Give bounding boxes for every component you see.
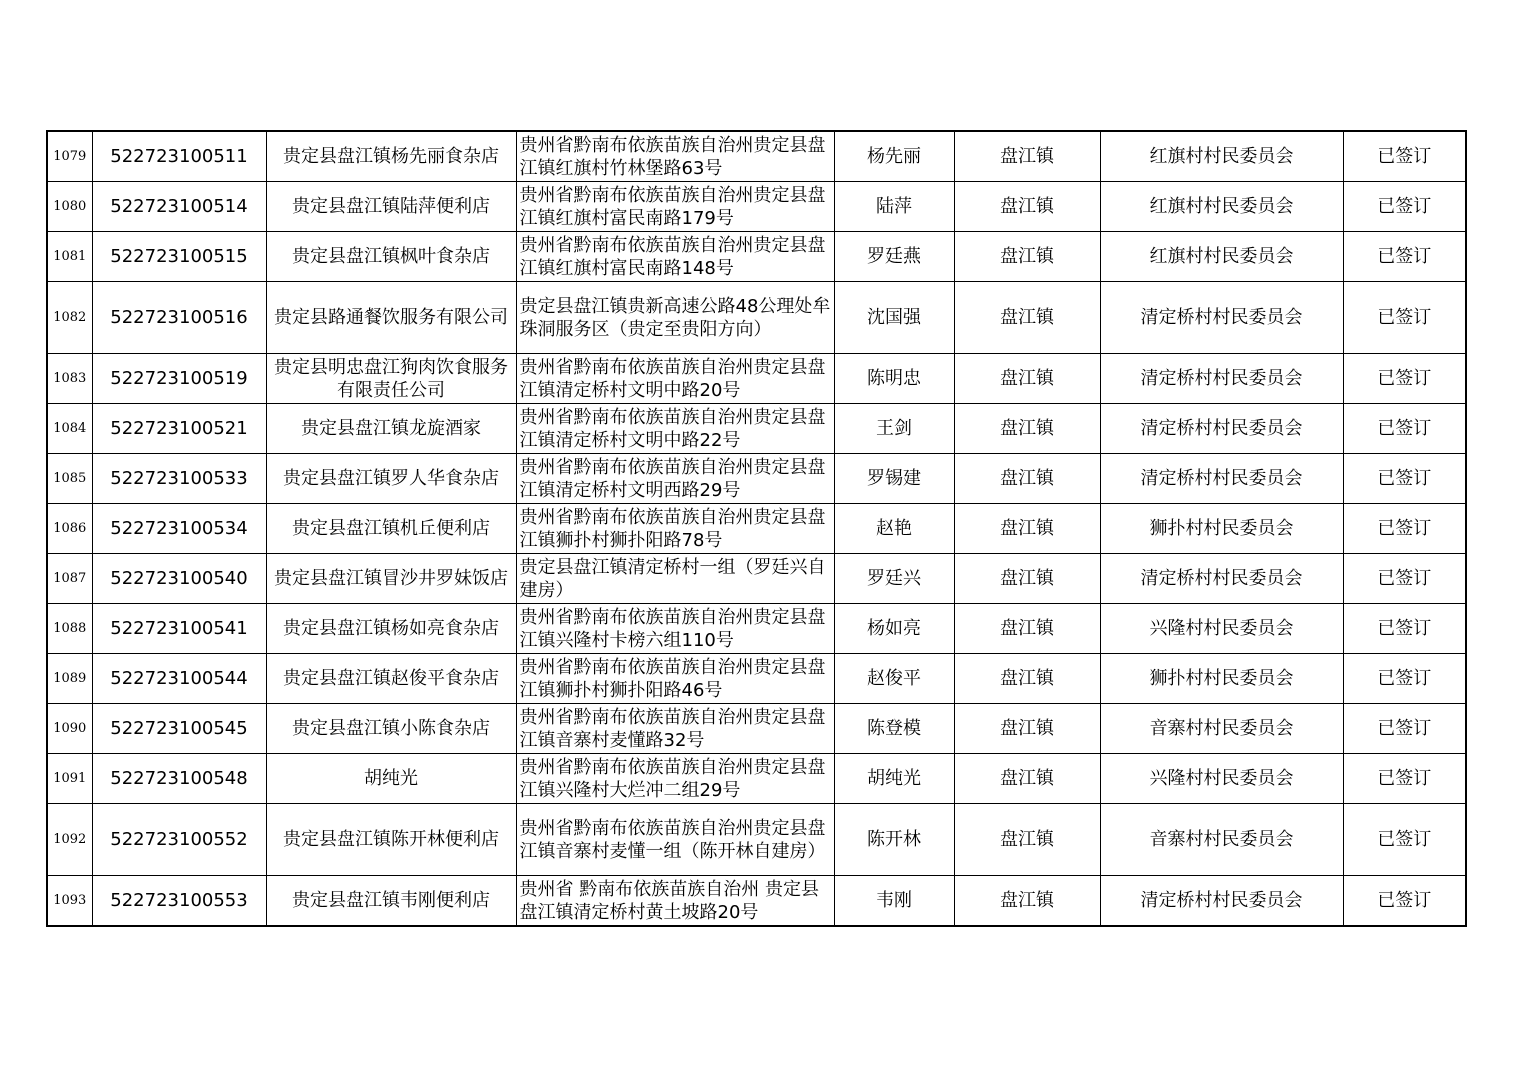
row-status: 已签订 bbox=[1343, 454, 1466, 504]
row-code: 522723100519 bbox=[92, 354, 266, 404]
row-committee: 音寨村村民委员会 bbox=[1100, 704, 1343, 754]
row-status: 已签订 bbox=[1343, 232, 1466, 282]
row-town: 盘江镇 bbox=[954, 704, 1100, 754]
row-status: 已签订 bbox=[1343, 876, 1466, 927]
row-address: 贵州省黔南布依族苗族自治州贵定县盘江镇兴隆村大烂冲二组29号 bbox=[516, 754, 834, 804]
row-address: 贵州省黔南布依族苗族自治州贵定县盘江镇音寨村麦懂路32号 bbox=[516, 704, 834, 754]
row-person: 陈明忠 bbox=[834, 354, 954, 404]
row-town: 盘江镇 bbox=[954, 182, 1100, 232]
row-index: 1089 bbox=[47, 654, 92, 704]
row-index: 1086 bbox=[47, 504, 92, 554]
row-person: 陈登模 bbox=[834, 704, 954, 754]
row-status: 已签订 bbox=[1343, 604, 1466, 654]
row-status: 已签订 bbox=[1343, 554, 1466, 604]
row-town: 盘江镇 bbox=[954, 804, 1100, 876]
row-name: 贵定县盘江镇赵俊平食杂店 bbox=[266, 654, 516, 704]
row-committee: 狮扑村村民委员会 bbox=[1100, 654, 1343, 704]
row-code: 522723100533 bbox=[92, 454, 266, 504]
row-committee: 清定桥村村民委员会 bbox=[1100, 282, 1343, 354]
row-person: 王剑 bbox=[834, 404, 954, 454]
row-status: 已签订 bbox=[1343, 504, 1466, 554]
row-status: 已签订 bbox=[1343, 282, 1466, 354]
row-code: 522723100540 bbox=[92, 554, 266, 604]
row-code: 522723100511 bbox=[92, 131, 266, 182]
row-code: 522723100516 bbox=[92, 282, 266, 354]
row-index: 1081 bbox=[47, 232, 92, 282]
row-town: 盘江镇 bbox=[954, 754, 1100, 804]
row-code: 522723100521 bbox=[92, 404, 266, 454]
row-name: 贵定县盘江镇罗人华食杂店 bbox=[266, 454, 516, 504]
row-town: 盘江镇 bbox=[954, 876, 1100, 927]
row-index: 1083 bbox=[47, 354, 92, 404]
row-index: 1085 bbox=[47, 454, 92, 504]
row-town: 盘江镇 bbox=[954, 454, 1100, 504]
row-status: 已签订 bbox=[1343, 404, 1466, 454]
row-name: 贵定县盘江镇冒沙井罗妹饭店 bbox=[266, 554, 516, 604]
table-row bbox=[47, 604, 1466, 654]
row-index: 1079 bbox=[47, 131, 92, 182]
row-address: 贵定县盘江镇清定桥村一组（罗廷兴自建房） bbox=[516, 554, 834, 604]
row-person: 罗廷兴 bbox=[834, 554, 954, 604]
row-code: 522723100544 bbox=[92, 654, 266, 704]
row-town: 盘江镇 bbox=[954, 282, 1100, 354]
row-address: 贵州省黔南布依族苗族自治州贵定县盘江镇清定桥村文明中路20号 bbox=[516, 354, 834, 404]
table-row bbox=[47, 654, 1466, 704]
row-name: 贵定县盘江镇陆萍便利店 bbox=[266, 182, 516, 232]
row-name: 贵定县盘江镇杨先丽食杂店 bbox=[266, 131, 516, 182]
row-name: 贵定县路通餐饮服务有限公司 bbox=[266, 282, 516, 354]
row-status: 已签订 bbox=[1343, 131, 1466, 182]
row-committee: 红旗村村民委员会 bbox=[1100, 182, 1343, 232]
row-committee: 红旗村村民委员会 bbox=[1100, 232, 1343, 282]
row-name: 胡纯光 bbox=[266, 754, 516, 804]
row-committee: 清定桥村村民委员会 bbox=[1100, 554, 1343, 604]
row-address: 贵定县盘江镇贵新高速公路48公理处牟珠洞服务区（贵定至贵阳方向） bbox=[516, 282, 834, 354]
row-code: 522723100553 bbox=[92, 876, 266, 927]
table-row bbox=[47, 504, 1466, 554]
table-row bbox=[47, 876, 1466, 927]
row-code: 522723100514 bbox=[92, 182, 266, 232]
row-index: 1080 bbox=[47, 182, 92, 232]
row-person: 赵俊平 bbox=[834, 654, 954, 704]
row-address: 贵州省黔南布依族苗族自治州贵定县盘江镇清定桥村文明中路22号 bbox=[516, 404, 834, 454]
row-person: 赵艳 bbox=[834, 504, 954, 554]
row-town: 盘江镇 bbox=[954, 554, 1100, 604]
table-row bbox=[47, 804, 1466, 876]
row-committee: 清定桥村村民委员会 bbox=[1100, 354, 1343, 404]
row-town: 盘江镇 bbox=[954, 404, 1100, 454]
row-index: 1091 bbox=[47, 754, 92, 804]
row-code: 522723100541 bbox=[92, 604, 266, 654]
row-index: 1093 bbox=[47, 876, 92, 927]
row-index: 1088 bbox=[47, 604, 92, 654]
row-address: 贵州省黔南布依族苗族自治州贵定县盘江镇音寨村麦懂一组（陈开林自建房） bbox=[516, 804, 834, 876]
row-name: 贵定县盘江镇机丘便利店 bbox=[266, 504, 516, 554]
row-person: 胡纯光 bbox=[834, 754, 954, 804]
row-name: 贵定县盘江镇陈开林便利店 bbox=[266, 804, 516, 876]
row-address: 贵州省黔南布依族苗族自治州贵定县盘江镇红旗村富民南路148号 bbox=[516, 232, 834, 282]
row-status: 已签订 bbox=[1343, 354, 1466, 404]
row-status: 已签订 bbox=[1343, 704, 1466, 754]
row-town: 盘江镇 bbox=[954, 654, 1100, 704]
row-committee: 清定桥村村民委员会 bbox=[1100, 876, 1343, 927]
row-committee: 兴隆村村民委员会 bbox=[1100, 754, 1343, 804]
table-row bbox=[47, 754, 1466, 804]
row-status: 已签订 bbox=[1343, 804, 1466, 876]
row-person: 陆萍 bbox=[834, 182, 954, 232]
table-row bbox=[47, 404, 1466, 454]
row-index: 1092 bbox=[47, 804, 92, 876]
row-address: 贵州省黔南布依族苗族自治州贵定县盘江镇红旗村富民南路179号 bbox=[516, 182, 834, 232]
table-row bbox=[47, 454, 1466, 504]
row-person: 韦刚 bbox=[834, 876, 954, 927]
row-index: 1084 bbox=[47, 404, 92, 454]
row-address: 贵州省 黔南布依族苗族自治州 贵定县盘江镇清定桥村黄土坡路20号 bbox=[516, 876, 834, 927]
row-town: 盘江镇 bbox=[954, 604, 1100, 654]
row-person: 罗廷燕 bbox=[834, 232, 954, 282]
row-code: 522723100534 bbox=[92, 504, 266, 554]
row-status: 已签订 bbox=[1343, 754, 1466, 804]
row-address: 贵州省黔南布依族苗族自治州贵定县盘江镇狮扑村狮扑阳路78号 bbox=[516, 504, 834, 554]
row-committee: 狮扑村村民委员会 bbox=[1100, 504, 1343, 554]
row-code: 522723100552 bbox=[92, 804, 266, 876]
row-address: 贵州省黔南布依族苗族自治州贵定县盘江镇兴隆村卡榜六组110号 bbox=[516, 604, 834, 654]
records-table bbox=[46, 130, 1467, 927]
table-row bbox=[47, 232, 1466, 282]
row-index: 1082 bbox=[47, 282, 92, 354]
row-address: 贵州省黔南布依族苗族自治州贵定县盘江镇红旗村竹林堡路63号 bbox=[516, 131, 834, 182]
table-row bbox=[47, 182, 1466, 232]
row-town: 盘江镇 bbox=[954, 354, 1100, 404]
row-code: 522723100515 bbox=[92, 232, 266, 282]
row-committee: 清定桥村村民委员会 bbox=[1100, 404, 1343, 454]
table-row bbox=[47, 704, 1466, 754]
row-address: 贵州省黔南布依族苗族自治州贵定县盘江镇清定桥村文明西路29号 bbox=[516, 454, 834, 504]
row-town: 盘江镇 bbox=[954, 504, 1100, 554]
row-status: 已签订 bbox=[1343, 182, 1466, 232]
row-index: 1090 bbox=[47, 704, 92, 754]
row-person: 罗锡建 bbox=[834, 454, 954, 504]
row-committee: 兴隆村村民委员会 bbox=[1100, 604, 1343, 654]
row-address: 贵州省黔南布依族苗族自治州贵定县盘江镇狮扑村狮扑阳路46号 bbox=[516, 654, 834, 704]
row-status: 已签订 bbox=[1343, 654, 1466, 704]
table-row bbox=[47, 282, 1466, 354]
table-row bbox=[47, 131, 1466, 182]
row-person: 沈国强 bbox=[834, 282, 954, 354]
row-committee: 音寨村村民委员会 bbox=[1100, 804, 1343, 876]
row-person: 杨先丽 bbox=[834, 131, 954, 182]
row-code: 522723100545 bbox=[92, 704, 266, 754]
row-code: 522723100548 bbox=[92, 754, 266, 804]
row-person: 陈开林 bbox=[834, 804, 954, 876]
row-town: 盘江镇 bbox=[954, 131, 1100, 182]
row-name: 贵定县盘江镇龙旋酒家 bbox=[266, 404, 516, 454]
row-name: 贵定县盘江镇杨如亮食杂店 bbox=[266, 604, 516, 654]
row-town: 盘江镇 bbox=[954, 232, 1100, 282]
row-name: 贵定县明忠盘江狗肉饮食服务有限责任公司 bbox=[266, 354, 516, 404]
row-index: 1087 bbox=[47, 554, 92, 604]
row-committee: 清定桥村村民委员会 bbox=[1100, 454, 1343, 504]
row-name: 贵定县盘江镇韦刚便利店 bbox=[266, 876, 516, 927]
row-person: 杨如亮 bbox=[834, 604, 954, 654]
row-committee: 红旗村村民委员会 bbox=[1100, 131, 1343, 182]
table-row bbox=[47, 354, 1466, 404]
table-row bbox=[47, 554, 1466, 604]
row-name: 贵定县盘江镇枫叶食杂店 bbox=[266, 232, 516, 282]
row-name: 贵定县盘江镇小陈食杂店 bbox=[266, 704, 516, 754]
